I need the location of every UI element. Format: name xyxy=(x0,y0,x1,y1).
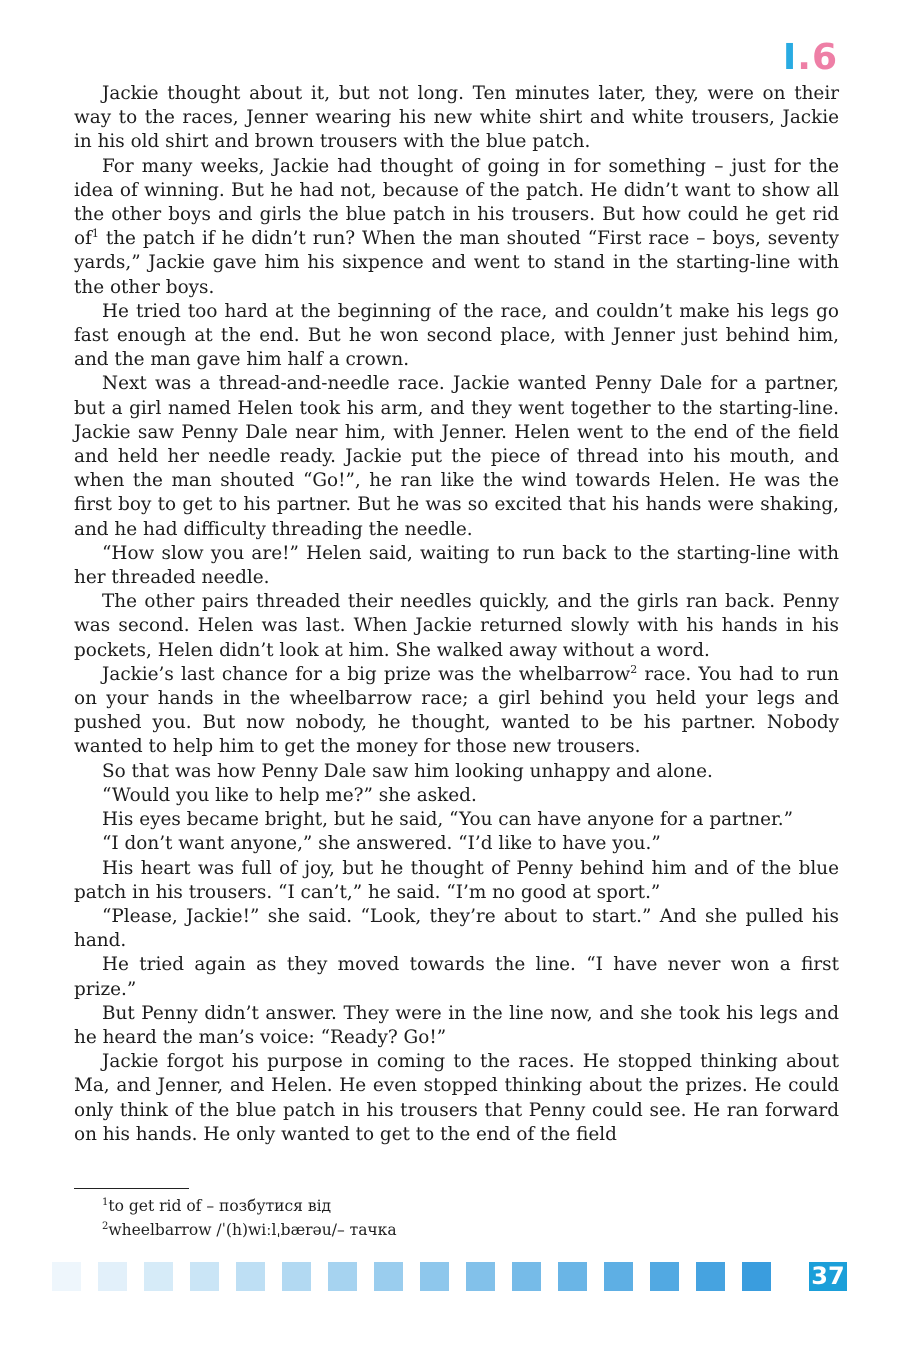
section-number xyxy=(782,37,838,78)
footnote-ref: 1 xyxy=(91,227,99,241)
paragraph: He tried again as they moved towards the line. “I have never won a first prize.” xyxy=(74,954,839,1000)
footnote-text: wheelbarrow /ˈ(h)wiːlˌbærəu/– тачка xyxy=(108,1221,397,1239)
paragraph: “How slow you are!” Helen said, waiting to run back to the starting-line with her threaded needle. xyxy=(74,542,839,589)
decor-square xyxy=(466,1262,495,1291)
footnote-number: 2 xyxy=(102,1220,109,1232)
footnote-divider xyxy=(74,1188,189,1189)
decor-square xyxy=(558,1262,587,1291)
decor-square xyxy=(374,1262,403,1291)
paragraph: But Penny didn’t answer. They were in the line now, and she took his legs and he heard the man’s voice: “Ready? Go!” xyxy=(74,1002,839,1048)
section-number-minor: .6 xyxy=(797,37,838,78)
footnote-ref: 2 xyxy=(630,662,638,676)
paragraph: Jackie forgot his purpose in coming to the races. He stopped thinking about Ma, and Jenner, and Helen. He even stopped thinking about the prizes. He could only think of the blue patch in his trousers that Penny could see. He ran forward on his hands. He only wanted to get to the end of the field xyxy=(74,1051,839,1145)
decor-square xyxy=(98,1262,127,1291)
paragraph: So that was how Penny Dale saw him looking unhappy and alone. xyxy=(102,760,713,782)
paragraph: The other pairs threaded their needles quickly, and the girls ran back. Penny was second. Helen was last. When Jackie returned slowly with his hands in his pockets, Helen didn’t look at him. She walked away without a word. xyxy=(74,591,839,661)
paragraph: “Would you like to help me?” she asked. xyxy=(102,784,477,806)
decor-square xyxy=(190,1262,219,1291)
paragraph: His eyes became bright, but he said, “You can have anyone for a partner.” xyxy=(102,809,793,831)
paragraph: His heart was full of joy, but he thought of Penny behind him and of the blue patch in his trousers. “I can’t,” he said. “I’m no good at sport.” xyxy=(74,857,839,903)
decor-square xyxy=(236,1262,265,1291)
story-text xyxy=(74,82,839,1147)
decor-square xyxy=(650,1262,679,1291)
decor-square xyxy=(742,1262,771,1291)
footnote-number: 1 xyxy=(102,1196,109,1208)
page-number: 37 xyxy=(809,1262,847,1291)
footnote xyxy=(102,1218,802,1242)
decor-square xyxy=(144,1262,173,1291)
footnote xyxy=(102,1194,802,1218)
footnotes xyxy=(102,1194,802,1242)
paragraph: Jackie thought about it, but not long. Ten minutes later, they, were on their way to the races, Jenner wearing his new white shirt and white trousers, Jackie in his old shirt and brown trousers with the blue patch. xyxy=(74,83,839,153)
paragraph: Next was a thread-and-needle race. Jackie wanted Penny Dale for a partner, but a girl named Helen took his arm, and they went together to the starting-line. Jackie saw Penny Dale near him, with Jenner. Helen went to the end of the field and held her needle ready. Jackie put the piece of thread into his mouth, and when the man shouted “Go!”, he ran like the wind towards Helen. He was the first boy to get to his partner. But he was so excited that his hands were shaking, and he had difficulty threading the needle. xyxy=(74,373,839,540)
decor-square xyxy=(512,1262,541,1291)
decor-square xyxy=(604,1262,633,1291)
decor-square xyxy=(328,1262,357,1291)
footnote-text: to get rid of – позбутися від xyxy=(108,1197,332,1215)
paragraph: For many weeks, Jackie had thought of going in for something – just for the idea of winning. But he had not, because of the patch. He didn’t want to show all the other boys and girls the blue patch in his trousers. But how could he get rid $of^1$ the patch if he didn’t run? When the man shouted “First race – boys, seventy yards,” Jackie gave him his sixpence and went to stand in the starting-line with the other boys. xyxy=(74,155,839,298)
paragraph: “I don’t want anyone,” she answered. “I’d like to have you.” xyxy=(102,833,661,855)
paragraph: Jackie’s last chance for a big prize was the whelbarrow$^2$ race. You had to run on your hands in the wheelbarrow race; a girl behind you held your legs and pushed you. But now nobody, he thought, wanted to be his partner. Nobody wanted to help him to get the money for those new trousers. xyxy=(74,662,839,758)
decor-square xyxy=(420,1262,449,1291)
decorative-strip xyxy=(52,1262,788,1291)
paragraph: He tried too hard at the beginning of the race, and couldn’t make his legs go fast enough at the end. But he won second place, with Jenner just behind him, and the man gave him half a crown. xyxy=(74,300,839,371)
decor-square xyxy=(282,1262,311,1291)
section-number-major: I xyxy=(782,37,798,78)
decor-square xyxy=(52,1262,81,1291)
paragraph: “Please, Jackie!” she said. “Look, they’re about to start.” And she pulled his hand. xyxy=(74,905,839,952)
decor-square xyxy=(696,1262,725,1291)
